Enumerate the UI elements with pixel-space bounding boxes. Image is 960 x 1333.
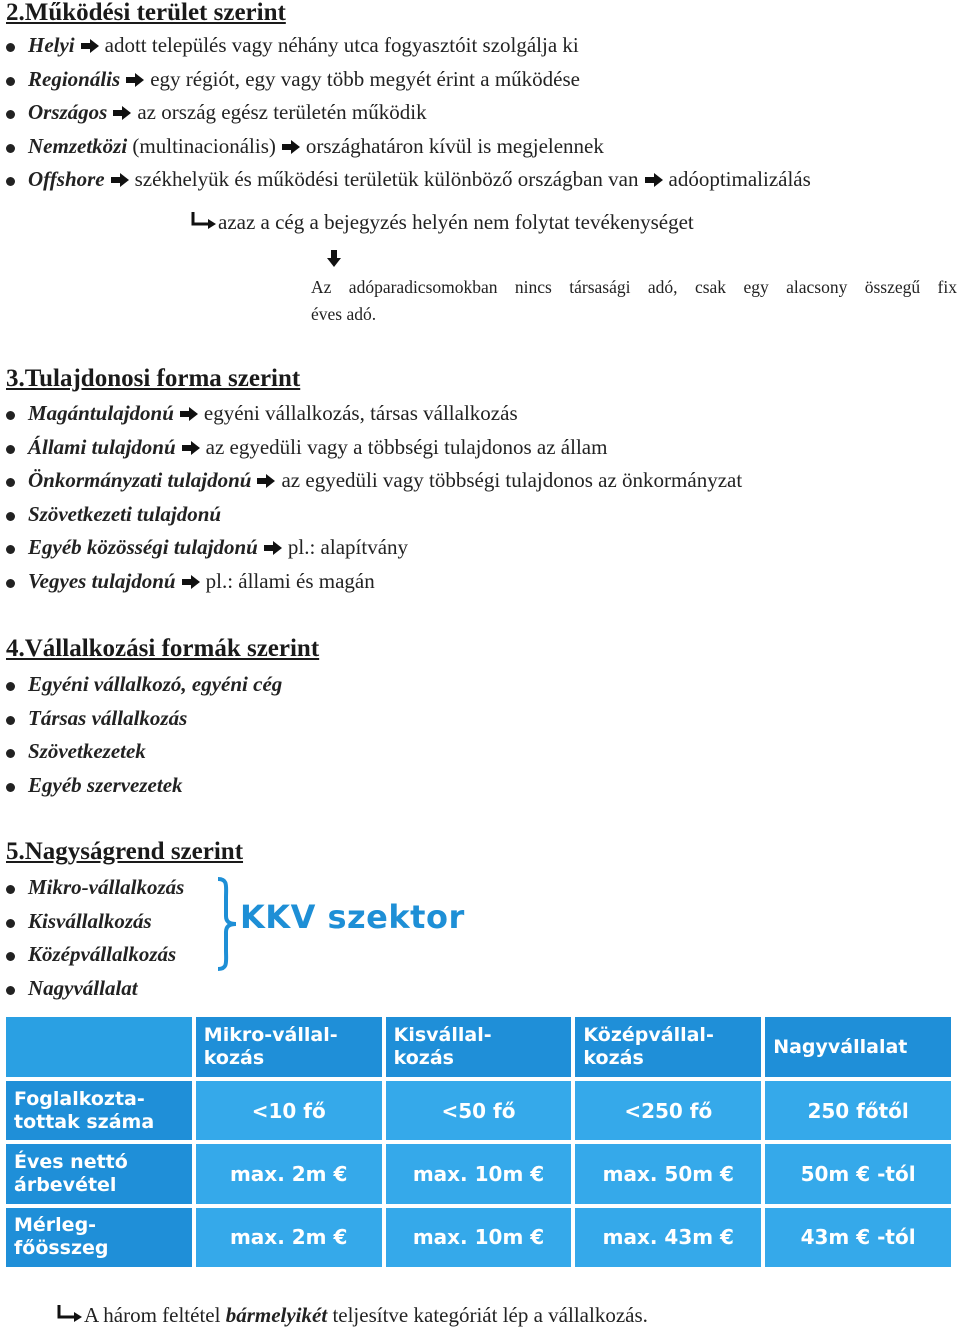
item-description: székhelyük és működési területük különböző országban van <box>134 167 639 192</box>
item-extra: (multinacionális) <box>132 133 276 158</box>
table-cell: <50 fő <box>386 1081 572 1140</box>
down-arrow-icon <box>326 250 342 268</box>
column-header-text: Nagyvállalat <box>773 1035 908 1058</box>
item-term: Egyéni vállalkozó, egyéni cég <box>28 672 283 696</box>
right-arrow-icon <box>643 172 665 188</box>
bullet-icon <box>6 411 15 420</box>
item-description: pl.: alapítvány <box>287 535 409 560</box>
item-term: Egyéb közösségi tulajdonú <box>28 535 258 560</box>
row-header-text: főösszeg <box>14 1237 109 1260</box>
bullet-icon <box>6 919 15 928</box>
column-header <box>765 1017 951 1077</box>
tax-note-line-2: éves adó. <box>311 304 377 324</box>
item-term: Nagyvállalat <box>28 975 138 1000</box>
bullet-icon <box>6 716 15 725</box>
row-header-text: árbevétel <box>14 1173 117 1196</box>
right-arrow-icon <box>280 139 302 155</box>
row-header-text: Foglalkozta- <box>14 1087 145 1110</box>
item-term: Önkormányzati tulajdonú <box>28 468 252 493</box>
bullet-icon <box>6 885 15 894</box>
tax-haven-note <box>311 274 957 328</box>
item-term: Helyi <box>28 33 75 57</box>
right-arrow-icon <box>79 38 101 54</box>
size-category-table <box>2 1013 955 1271</box>
column-header <box>386 1017 572 1077</box>
right-arrow-icon <box>262 540 284 556</box>
row-header <box>6 1144 192 1203</box>
table-row <box>6 1144 951 1203</box>
row-header-text: tottak száma <box>14 1110 155 1133</box>
table-cell: max. 50m € <box>575 1144 761 1203</box>
curly-brace-icon <box>214 876 240 972</box>
section-2-title: 2.Működési terület szerint <box>6 0 286 26</box>
column-header-text: Mikro-vállal- <box>203 1024 338 1046</box>
right-arrow-icon <box>180 440 202 456</box>
section-5-title: 5.Nagyságrend szerint <box>6 838 244 865</box>
item-description: az egyedüli vagy a többségi tulajdonos az állam <box>205 434 608 459</box>
table-cell: 43m € -tól <box>765 1208 951 1267</box>
row-header <box>6 1081 192 1140</box>
item-term: Magántulajdonú <box>28 401 174 425</box>
bullet-icon <box>6 144 15 153</box>
footer-text-before: A három feltétel <box>84 1303 226 1327</box>
table-cell: max. 10m € <box>386 1144 572 1203</box>
item-term: Szövetkezetek <box>28 739 146 764</box>
item-description: egy régiót, egy vagy több megyét érint a működése <box>150 66 580 91</box>
column-header-text: kozás <box>393 1047 454 1069</box>
return-arrow-icon <box>190 211 218 231</box>
bullet-icon <box>6 77 15 86</box>
item-term: Kisvállalkozás <box>28 908 152 933</box>
footer-text-after: teljesítve kategóriát lép a vállalkozás. <box>327 1303 648 1327</box>
section-4-title: 4.Vállalkozási formák szerint <box>6 635 320 662</box>
bullet-icon <box>6 952 15 961</box>
kkv-sector-label: KKV szektor <box>240 898 465 936</box>
item-term: Offshore <box>28 167 105 192</box>
item-term: Középvállalkozás <box>28 942 177 967</box>
table-cell: max. 2m € <box>196 1208 382 1267</box>
table-cell: max. 10m € <box>386 1208 572 1267</box>
offshore-note <box>190 207 694 237</box>
item-term: Regionális <box>28 66 121 91</box>
footer-emphasis: bármelyikét <box>225 1303 328 1327</box>
bullet-icon <box>6 986 15 995</box>
bullet-icon <box>6 445 15 454</box>
row-header-text: Mérleg- <box>14 1214 97 1237</box>
table-cell: max. 43m € <box>575 1208 761 1267</box>
column-header-text: Kisvállal- <box>393 1024 492 1046</box>
item-term: Társas vállalkozás <box>28 705 188 730</box>
tax-note-line-1: Az adóparadicsomokban nincs társasági adó, csak egy alacsony összegű fix <box>311 277 957 297</box>
item-description: országhatáron kívül is megjelennek <box>305 133 604 158</box>
bullet-icon <box>6 110 15 119</box>
table-cell: 50m € -tól <box>765 1144 951 1203</box>
column-header-text: kozás <box>203 1047 265 1069</box>
item-term: Állami tulajdonú <box>28 434 176 459</box>
bullet-icon <box>6 579 15 588</box>
return-arrow-icon <box>56 1304 84 1324</box>
bullet-icon <box>6 749 15 758</box>
right-arrow-icon <box>111 105 133 121</box>
bullet-icon <box>6 682 15 691</box>
item-term: Egyéb szervezetek <box>28 772 183 797</box>
item-description: adóoptimalizálás <box>668 167 811 192</box>
item-description: az egyedüli vagy többségi tulajdonos az önkormányzat <box>281 468 743 493</box>
table-cell: 250 főtől <box>765 1081 951 1140</box>
column-header <box>575 1017 761 1077</box>
item-term: Vegyes tulajdonú <box>28 568 176 593</box>
table-row <box>6 1081 951 1140</box>
item-description: az ország egész területén működik <box>137 100 427 125</box>
table-cell: <250 fő <box>575 1081 761 1140</box>
right-arrow-icon <box>255 473 277 489</box>
section-3-title: 3.Tulajdonosi forma szerint <box>6 365 301 392</box>
offshore-note-text: azaz a cég a bejegyzés helyén nem folytat tevékenységet <box>218 210 694 234</box>
right-arrow-icon <box>109 172 131 188</box>
item-term: Országos <box>28 100 108 125</box>
item-description: pl.: állami és magán <box>205 568 375 593</box>
table-cell: <10 fő <box>196 1081 382 1140</box>
right-arrow-icon <box>124 72 146 88</box>
bullet-icon <box>6 43 15 52</box>
row-header-text: Éves nettó <box>14 1150 128 1173</box>
column-header <box>196 1017 382 1077</box>
row-header <box>6 1208 192 1267</box>
table-cell: max. 2m € <box>196 1144 382 1203</box>
bullet-icon <box>6 783 15 792</box>
table-row <box>6 1208 951 1267</box>
item-term: Mikro-vállalkozás <box>28 875 185 899</box>
table-header-row <box>6 1017 951 1077</box>
bullet-icon <box>6 512 15 521</box>
right-arrow-icon <box>178 406 200 422</box>
table-corner-cell <box>6 1017 192 1077</box>
bullet-icon <box>6 177 15 186</box>
column-header-text: Középvállal- <box>583 1024 714 1046</box>
item-description: adott település vagy néhány utca fogyasztóit szolgálja ki <box>104 33 579 57</box>
bullet-icon <box>6 545 15 554</box>
item-description: egyéni vállalkozás, társas vállalkozás <box>203 401 518 425</box>
column-header-text: kozás <box>583 1047 644 1069</box>
bullet-icon <box>6 478 15 487</box>
item-term: Szövetkezeti tulajdonú <box>28 501 222 526</box>
footer-note <box>56 1300 648 1330</box>
item-term: Nemzetközi <box>28 133 128 158</box>
right-arrow-icon <box>180 574 202 590</box>
